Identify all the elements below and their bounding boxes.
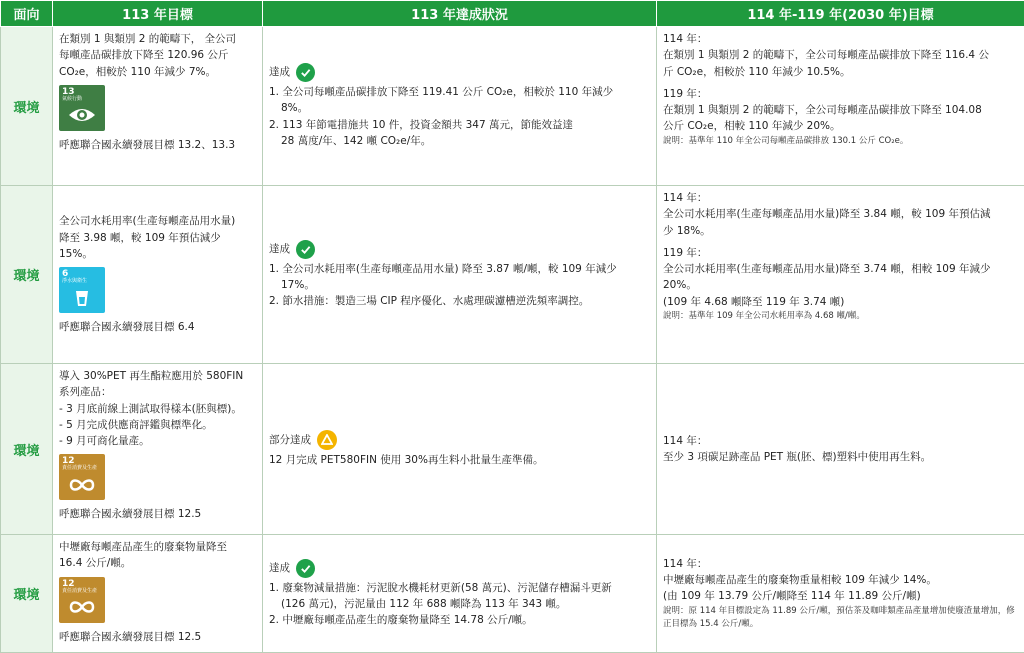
target-line: 在類別 1 與類別 2 的範疇下，全公司每噸產品碳排放下降至 104.08 <box>663 104 982 117</box>
goal-line: 每噸產品碳排放下降至 120.96 公斤 <box>59 49 229 62</box>
table-header-row <box>1 1 1024 27</box>
target-note: 說明：基準年 110 年全公司每噸產品碳排放 130.1 公斤 CO₂e。 <box>663 135 909 146</box>
check-icon <box>296 559 315 578</box>
sdg-number: 13 <box>62 86 75 97</box>
goal-line: - 5 月完成供應商評鑑與標準化。 <box>59 418 213 431</box>
sdg-reference: 呼應聯合國永續發展目標 6.4 <box>59 321 195 334</box>
header-facet: 面向 <box>1 1 53 27</box>
status-113-cell <box>263 535 657 653</box>
goal-line: 全公司水耗用率(生產每噸產品用水量) <box>59 215 236 228</box>
target-line: 少 18%。 <box>663 224 711 237</box>
goal-113-cell <box>53 27 263 186</box>
achievement-line: 1. 廢棄物減量措施：污泥脫水機耗材更新(58 萬元)、污泥儲存槽漏斗更新 <box>269 581 612 594</box>
check-icon <box>296 63 315 82</box>
target-line: 全公司水耗用率(生產每噸產品用水量)降至 3.84 噸，較 109 年預估減 <box>663 208 991 221</box>
status-113-cell <box>263 364 657 535</box>
goal-line: 導入 30%PET 再生酯粒應用於 580FIN <box>59 370 244 382</box>
target-114-119-cell <box>657 535 1024 653</box>
goal-113-cell <box>53 535 263 653</box>
target-line: 在類別 1 與類別 2 的範疇下，全公司每噸產品碳排放下降至 116.4 公 <box>663 49 989 62</box>
goal-line: CO₂e，相較於 110 年減少 7%。 <box>59 65 216 78</box>
target-year: 114 年： <box>663 434 708 447</box>
achievement-line: 2. 節水措施：製造三場 CIP 程序優化、水處理碳濾槽逆洗頻率調控。 <box>269 295 590 308</box>
status-line <box>269 430 650 450</box>
facet-cell: 環境 <box>1 186 53 364</box>
target-year: 119 年： <box>663 246 708 259</box>
sdg-number: 6 <box>62 269 69 280</box>
facet-cell: 環境 <box>1 27 53 186</box>
table-row <box>1 535 1024 653</box>
warning-triangle-icon <box>317 430 337 450</box>
achievement-line: 8%。 <box>281 102 309 115</box>
header-113-status: 113 年達成狀況 <box>263 1 657 27</box>
status-113-cell <box>263 186 657 364</box>
goal-113-cell <box>53 364 263 535</box>
target-line: 中壢廠每噸產品產生的廢棄物重量相較 109 年減少 14%。 <box>663 574 937 587</box>
achievement-line: 12 月完成 PET580FIN 使用 30%再生料小批量生產準備。 <box>269 453 544 466</box>
target-year: 114 年： <box>663 33 708 45</box>
goal-line: 系列產品： <box>59 386 112 399</box>
sdg12-consumption-icon <box>59 454 105 500</box>
achievement-line: 1. 全公司水耗用率(生產每噸產品用水量) 降至 3.87 噸/噸，較 109 年減少 <box>269 262 617 275</box>
goal-line: 16.4 公斤/噸。 <box>59 557 132 570</box>
sdg-caption: 責任消費及生產 <box>62 465 98 472</box>
goal-line: 降至 3.98 噸，較 109 年預估減少 15%。 <box>59 231 221 260</box>
target-note: 說明：基準年 109 年全公司水耗用率為 4.68 噸/噸。 <box>663 310 865 321</box>
sdg-caption: 責任消費及生產 <box>62 587 98 594</box>
status-113-cell <box>263 27 657 186</box>
target-114-119-cell <box>657 186 1024 364</box>
achievement-line: 28 萬度/年、142 噸 CO₂e/年。 <box>281 134 432 147</box>
target-line: 斤 CO₂e，相較於 110 年減少 10.5%。 <box>663 65 851 78</box>
goal-line: - 9 月可商化量產。 <box>59 435 150 448</box>
achievement-line: (126 萬元)，污泥量由 112 年 688 噸降為 113 年 343 噸。 <box>281 597 567 610</box>
goal-line: 在類別 1 與類別 2 的範疇下， 全公司 <box>59 33 237 45</box>
water-glass-icon <box>62 285 102 311</box>
target-year: 114 年： <box>663 557 708 570</box>
sdg-reference: 呼應聯合國永續發展目標 13.2、13.3 <box>59 138 236 151</box>
target-line: (109 年 4.68 噸降至 119 年 3.74 噸) <box>663 295 845 308</box>
target-line: (由 109 年 13.79 公斤/噸降至 114 年 11.89 公斤/噸) <box>663 590 921 603</box>
goal-line: 中壢廠每噸產品產生的廢棄物量降至 <box>59 541 227 553</box>
sdg13-climate-icon <box>59 85 105 131</box>
target-year: 119 年： <box>663 87 708 100</box>
infinity-icon <box>62 472 102 498</box>
status-label: 部分達成 <box>269 433 311 446</box>
target-year: 114 年： <box>663 192 708 204</box>
sdg12-consumption-icon <box>59 577 105 623</box>
table-row <box>1 364 1024 535</box>
status-line <box>269 63 650 82</box>
check-icon <box>296 240 315 259</box>
status-line <box>269 559 650 578</box>
target-114-119-cell <box>657 364 1024 535</box>
goal-line: - 3 月底前線上測試取得樣本(胚與標)。 <box>59 402 242 415</box>
target-114-119-cell <box>657 27 1024 186</box>
facet-cell: 環境 <box>1 535 53 653</box>
table-row <box>1 186 1024 364</box>
table-row <box>1 27 1024 186</box>
sdg-caption: 淨水與衛生 <box>62 278 88 285</box>
goal-113-cell <box>53 186 263 364</box>
status-line <box>269 240 650 259</box>
sdg-reference: 呼應聯合國永續發展目標 12.5 <box>59 630 202 643</box>
target-line: 全公司水耗用率(生產每噸產品用水量)降至 3.74 噸，相較 109 年減少 <box>663 263 991 276</box>
target-note: 說明：原 114 年目標設定為 11.89 公斤/噸，預估茶及咖啡類產品產量增加使廢渣量增加，修正目標為 15.4 公斤/噸。 <box>663 605 1015 629</box>
achievement-line: 1. 全公司每噸產品碳排放下降至 119.41 公斤 CO₂e，相較於 110 年減少 <box>269 85 614 98</box>
target-line: 公斤 CO₂e，相較 110 年減少 20%。 <box>663 120 841 133</box>
header-113-goal: 113 年目標 <box>53 1 263 27</box>
sdg6-water-icon <box>59 267 105 313</box>
sdg-reference: 呼應聯合國永續發展目標 12.5 <box>59 508 202 521</box>
achievement-line: 2. 中壢廠每噸產品產生的廢棄物量降至 14.78 公斤/噸。 <box>269 614 533 627</box>
eye-earth-icon <box>62 102 102 128</box>
status-label: 達成 <box>269 66 290 79</box>
sdg-number: 12 <box>62 456 75 467</box>
status-label: 達成 <box>269 242 290 255</box>
target-line: 20%。 <box>663 279 697 292</box>
infinity-icon <box>62 594 102 620</box>
header-114-119-goal: 114 年-119 年(2030 年)目標 <box>657 1 1024 27</box>
sdg-number: 12 <box>62 578 75 589</box>
achievement-line: 2. 113 年節電措施共 10 件，投資金額共 347 萬元，節能效益達 <box>269 118 573 131</box>
achievement-line: 17%。 <box>281 278 315 291</box>
facet-cell: 環境 <box>1 364 53 535</box>
target-line: 至少 3 項碳足跡產品 PET 瓶(胚、標)塑料中使用再生料。 <box>663 451 932 463</box>
status-label: 達成 <box>269 561 290 574</box>
sdg-caption: 氣候行動 <box>62 95 83 102</box>
